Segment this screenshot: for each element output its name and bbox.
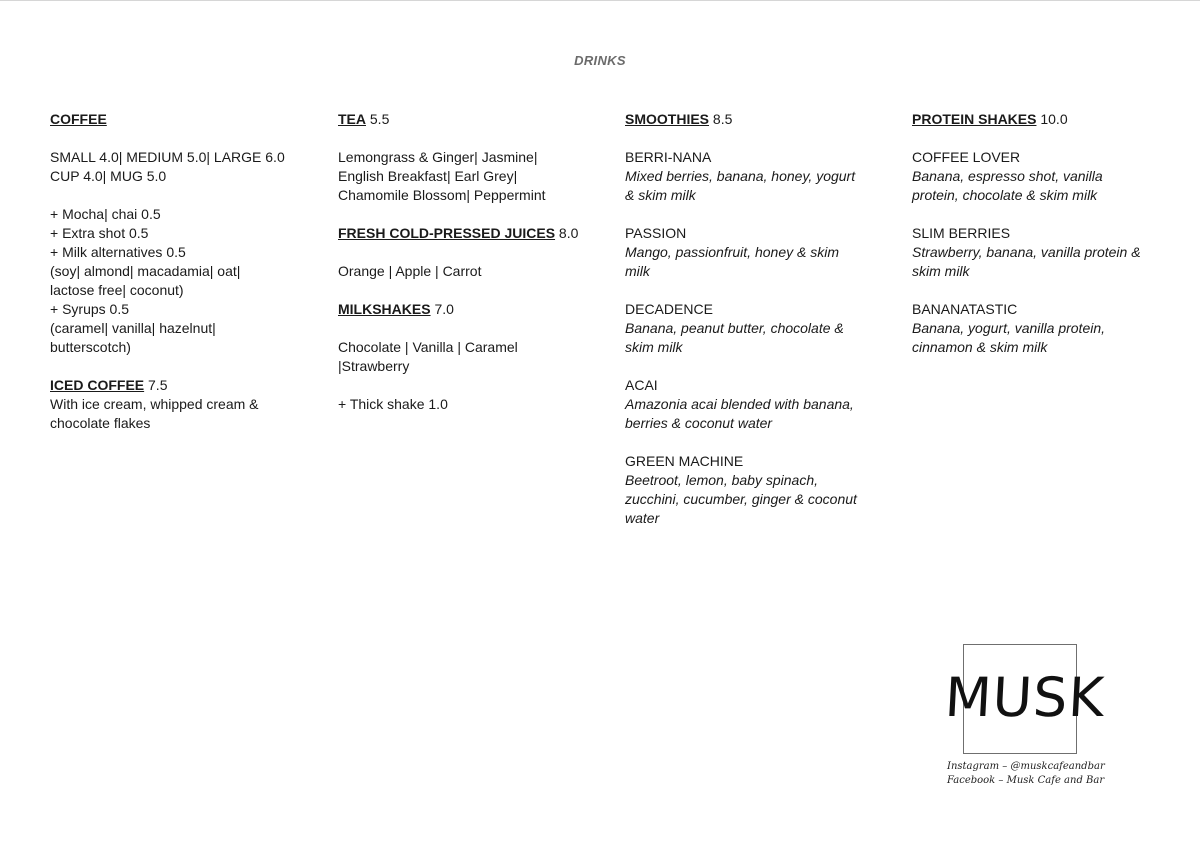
- menu-item-desc: Mixed berries, banana, honey, yogurt: [625, 168, 856, 184]
- menu-item: [625, 376, 875, 433]
- thick-shake-line: + Thick shake 1.0: [338, 396, 448, 412]
- menu-item-name: BANANATASTIC: [912, 301, 1018, 317]
- menu-item: [912, 224, 1162, 281]
- column-tea-juices-milkshakes: [338, 110, 588, 414]
- menu-item-name: DECADENCE: [625, 301, 713, 317]
- iced-coffee-price: 7.5: [144, 377, 168, 393]
- menu-item: [625, 452, 875, 528]
- iced-coffee-desc: chocolate flakes: [50, 415, 151, 431]
- tea-line: English Breakfast| Earl Grey|: [338, 168, 518, 184]
- menu-item-desc: Mango, passionfruit, honey & skim: [625, 244, 839, 260]
- facebook-handle: Facebook – Musk Cafe and Bar: [947, 775, 1105, 786]
- page-title: DRINKS: [574, 53, 626, 68]
- menu-item-name: GREEN MACHINE: [625, 453, 744, 469]
- milkshakes-price: 7.0: [430, 301, 454, 317]
- menu-item-desc: Banana, yogurt, vanilla protein,: [912, 320, 1106, 336]
- milkshakes-line: Chocolate | Vanilla | Caramel: [338, 339, 518, 355]
- iced-coffee-heading: ICED COFFEE: [50, 377, 145, 393]
- menu-item-desc: & skim milk: [625, 187, 696, 203]
- coffee-heading: COFFEE: [50, 111, 107, 127]
- menu-item-desc: berries & coconut water: [625, 415, 773, 431]
- menu-item-name: SLIM BERRIES: [912, 225, 1011, 241]
- menu-item-desc: Banana, espresso shot, vanilla: [912, 168, 1103, 184]
- coffee-extra-line: (soy| almond| macadamia| oat|: [50, 263, 241, 279]
- juices-price: 8.0: [555, 225, 579, 241]
- coffee-extra-line: (caramel| vanilla| hazelnut|: [50, 320, 216, 336]
- tea-section: [338, 110, 588, 205]
- social-links: [947, 760, 1147, 788]
- menu-item-desc: skim milk: [625, 339, 683, 355]
- tea-line: Lemongrass & Ginger| Jasmine|: [338, 149, 538, 165]
- milkshakes-section: [338, 300, 588, 414]
- menu-item-desc: Strawberry, banana, vanilla protein &: [912, 244, 1141, 260]
- coffee-extra-line: + Extra shot 0.5: [50, 225, 149, 241]
- protein-shakes-price: 10.0: [1036, 111, 1068, 127]
- column-smoothies: [625, 110, 875, 528]
- tea-heading: TEA: [338, 111, 366, 127]
- smoothies-price: 8.5: [709, 111, 733, 127]
- menu-item-desc: protein, chocolate & skim milk: [912, 187, 1098, 203]
- column-protein-shakes: [912, 110, 1162, 357]
- milkshakes-heading: MILKSHAKES: [338, 301, 431, 317]
- tea-line: Chamomile Blossom| Peppermint: [338, 187, 546, 203]
- menu-item: [912, 148, 1162, 205]
- tea-price: 5.5: [366, 111, 390, 127]
- logo-wordmark: MUSK: [943, 666, 1107, 729]
- menu-item-desc: Banana, peanut butter, chocolate &: [625, 320, 844, 336]
- menu-item-name: ACAI: [625, 377, 658, 393]
- coffee-sizes-line: SMALL 4.0| MEDIUM 5.0| LARGE 6.0: [50, 149, 285, 165]
- coffee-extra-line: + Milk alternatives 0.5: [50, 244, 186, 260]
- top-divider: [0, 0, 1200, 1]
- menu-item-desc: zucchini, cucumber, ginger & coconut: [625, 491, 857, 507]
- coffee-sizes-line: CUP 4.0| MUG 5.0: [50, 168, 167, 184]
- menu-item-desc: water: [625, 510, 660, 526]
- coffee-extra-line: + Syrups 0.5: [50, 301, 129, 317]
- menu-item: [625, 300, 875, 357]
- coffee-extra-line: + Mocha| chai 0.5: [50, 206, 161, 222]
- protein-shakes-heading: PROTEIN SHAKES: [912, 111, 1037, 127]
- menu-item-name: PASSION: [625, 225, 687, 241]
- menu-item-name: BERRI-NANA: [625, 149, 712, 165]
- menu-item: [625, 148, 875, 205]
- coffee-extra-line: butterscotch): [50, 339, 131, 355]
- juices-heading: FRESH COLD-PRESSED JUICES: [338, 225, 556, 241]
- menu-item-desc: Beetroot, lemon, baby spinach,: [625, 472, 819, 488]
- instagram-handle: Instagram – @muskcafeandbar: [947, 761, 1105, 772]
- menu-item: [912, 300, 1162, 357]
- column-coffee: [50, 110, 300, 433]
- menu-item-desc: milk: [625, 263, 650, 279]
- iced-coffee-desc: With ice cream, whipped cream &: [50, 396, 259, 412]
- menu-item-desc: skim milk: [912, 263, 970, 279]
- menu-item: [625, 224, 875, 281]
- menu-item-desc: cinnamon & skim milk: [912, 339, 1048, 355]
- iced-coffee-section: [50, 376, 300, 433]
- coffee-section: [50, 110, 300, 357]
- menu-item-desc: Amazonia acai blended with banana,: [625, 396, 854, 412]
- juices-section: [338, 224, 588, 281]
- milkshakes-line: |Strawberry: [338, 358, 410, 374]
- smoothies-heading: SMOOTHIES: [625, 111, 710, 127]
- coffee-extra-line: lactose free| coconut): [50, 282, 184, 298]
- juices-line: Orange | Apple | Carrot: [338, 263, 482, 279]
- menu-item-name: COFFEE LOVER: [912, 149, 1021, 165]
